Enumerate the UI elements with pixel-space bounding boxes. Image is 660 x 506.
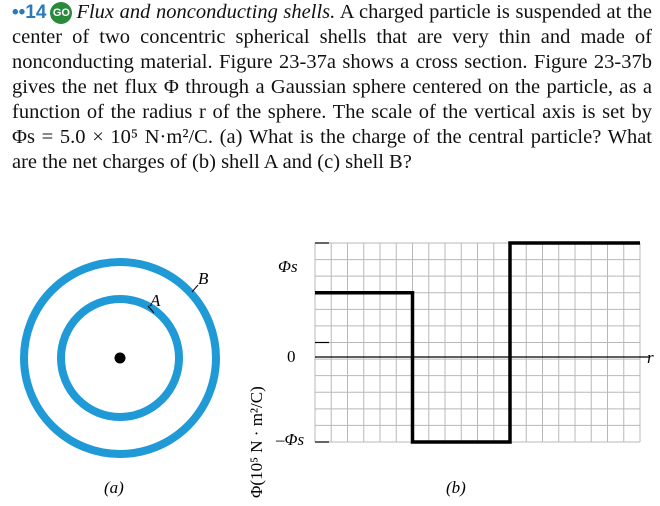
problem-number: ••14 [12, 2, 47, 23]
figure-b [247, 243, 654, 498]
shell-a-label: A [150, 291, 161, 310]
r-axis-label: r [647, 348, 654, 367]
central-particle-dot [115, 353, 126, 364]
y-axis-label: Φ(10⁵ N · m²/C) [247, 386, 266, 498]
problem-title: Flux and nonconducting shells. [76, 1, 336, 23]
problem-body: A charged particle is suspended at the center of two concentric spherical shells that are very thin and made of nonconducting material. Figure 23-37a shows a cross section. Figure 23-37b gives the net flux Φ through a Gaussian sphere centered on the particle, as a function of the radius r of the sphere. The scale of the vertical axis is set by Φs = 5.0 × 10⁵ N·m²/C. (a) What is the charge of the central particle? What are the net charges of (b) shell A and (c) shell B? [12, 1, 652, 173]
tick-label-bottom: –Φs [276, 430, 305, 449]
tick-label-top: Φs [278, 257, 298, 276]
shell-b-label: B [198, 269, 209, 288]
tick-label-zero: 0 [287, 347, 296, 366]
plot-ticks [315, 243, 329, 442]
figure-a-caption: (a) [104, 478, 124, 497]
figure-a [24, 262, 216, 497]
go-badge-icon: GO [50, 2, 72, 24]
plot-grid [315, 243, 640, 442]
figure-b-caption: (b) [446, 478, 466, 497]
